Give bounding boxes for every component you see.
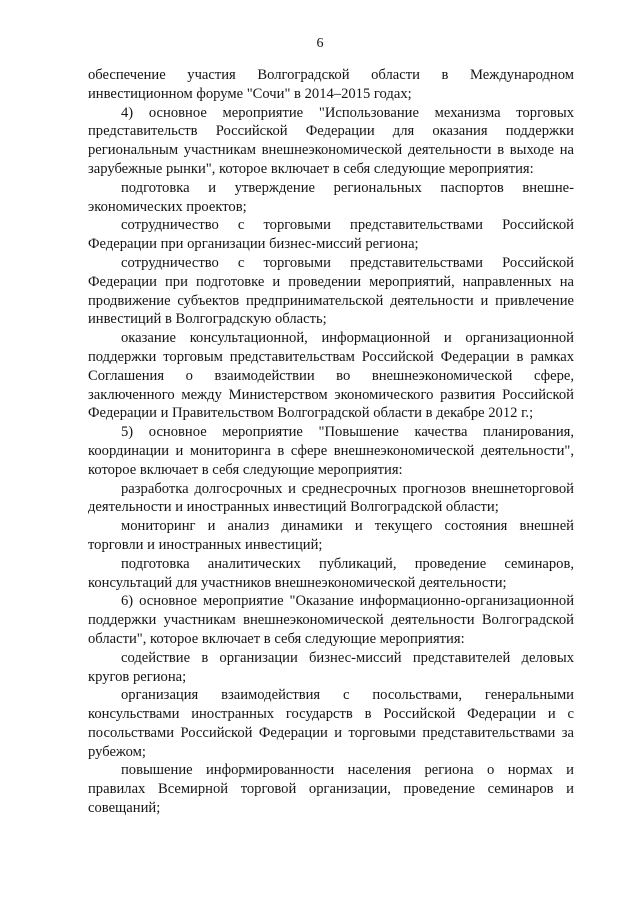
paragraph: 6) основное мероприятие "Оказание информационно-организационной поддержки участникам внешнеэкономической деятельности Волгоградской области", которое включает в себя следующие мероприятия: [88,593,574,647]
paragraph: организация взаимодействия с посольствами, генеральными консульствами иностранных государств в Российской Федерации и с посольствами Российской Федерации и торговыми представительствами за рубежом; [88,687,574,760]
paragraph: сотрудничество с торговыми представительствами Российской Федерации при организации бизнес-миссий региона; [88,217,574,253]
paragraph: повышение информированности населения региона о нормах и правилах Всемирной торговой организации, проведение семинаров и совещаний; [88,762,574,817]
paragraph: 4) основное мероприятие "Использование механизма торговых представительств Российской Федерации для оказания поддержки региональным участникам внешнеэкономической деятельности в выходе на зарубежные рынки", которое включает в себя следующие мероприятия: [88,104,574,177]
paragraph: подготовка и утверждение региональных паспортов внешнеэкономических проектов; [88,179,574,215]
paragraph: содействие в организации бизнес-миссий представителей деловых кругов региона; [88,649,574,685]
paragraph: подготовка аналитических публикаций, проведение семинаров, консультаций для участников внешнеэкономической деятельности; [88,555,574,591]
paragraph: мониторинг и анализ динамики и текущего состояния внешней торговли и иностранных инвестиций; [88,518,574,553]
document-body [88,66,574,818]
page-number: 6 [316,36,324,51]
paragraph: оказание консультационной, информационной и организационной поддержки торговым представительствам Российской Федерации в рамках Соглашения о взаимодействии во внешнеэкономической сфере, заключенного между Министерством экономического развития Российской Федерации и Правительством Волгоградской области в декабре 2012 г.; [88,330,574,422]
paragraph: 5) основное мероприятие "Повышение качества планирования, координации и мониторинга в сфере внешнеэкономической деятельности", которое включает в себя следующие мероприятия: [88,424,574,478]
paragraph: разработка долгосрочных и среднесрочных прогнозов внешнеторговой деятельности и иностранных инвестиций Волгоградской области; [88,480,574,516]
paragraph: сотрудничество с торговыми представительствами Российской Федерации при подготовке и проведении мероприятий, направленных на продвижение субъектов предпринимательской деятельности и привлечение инвестиций в Волгоградскую область; [88,254,574,328]
paragraph: обеспечение участия Волгоградской области в Международном инвестиционном форуме "Сочи" в 2014–2015 годах; [88,67,574,102]
